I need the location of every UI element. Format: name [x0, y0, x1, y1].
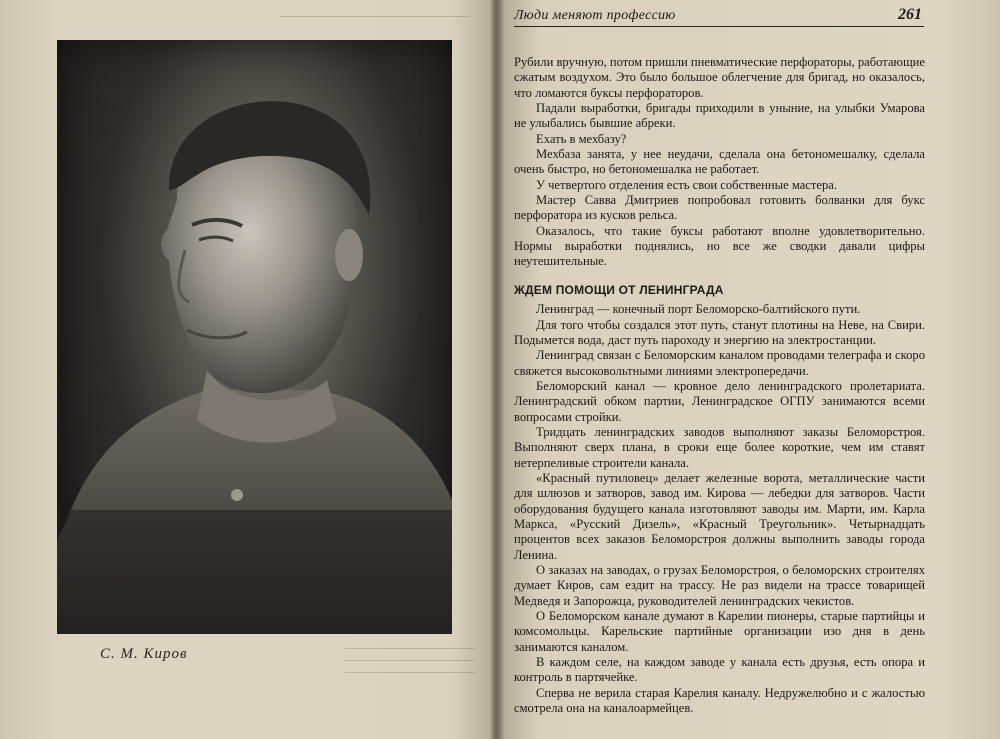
paragraph: О Беломорском канале думают в Карелии пионеры, старые партийцы и комсомольцы. Карельские партийные организации изо дня в день занимаются каналом. — [514, 609, 925, 654]
paragraph: Рубили вручную, потом пришли пневматические перфораторы, работающие сжатым воздухом. Это было большое облегчение для бригад, но оказалось, что ломаются буксы перфораторов. — [514, 55, 925, 100]
reverse-page-bleed-top — [280, 6, 470, 17]
paragraph: Мастер Савва Дмитриев попробовал готовить болванки для букс перфоратора из кусков рельса. — [514, 193, 925, 223]
paragraph: Мехбаза занята, у нее неудачи, сделала она бетономешалку, сделала очень быстро, но бетономешалка не работает. — [514, 147, 925, 177]
paragraph: Сперва не верила старая Карелия каналу. Недружелюбно и с жалостью смотрела она на каналоармейцев. — [514, 685, 925, 716]
paragraph: Ленинград связан с Беломорским каналом проводами телеграфа и скоро свяжется высоковольтными линиями электропередачи. — [514, 348, 925, 378]
paragraph: «Красный путиловец» делает железные ворота, металлические части для шлюзов и затворов, завод им. Кирова — лебедки для затворов. Части оборудования будущего канала изготовляют заводы им. Марти, им. Карла Маркса, «Русский Дизель», «Красный Треугольник». Четырнадцать процентов всех заказов Беломорстроя должны выполнить заводы города Ленина. — [514, 470, 925, 562]
paragraph: У четвертого отделения есть свои собственные мастера. — [536, 177, 838, 192]
paragraph: Ехать в мехбазу? — [536, 131, 627, 146]
paragraph: Тридцать ленинградских заводов выполняют заказы Беломорстроя. Выполняют сверх плана, в сроки еще более короткие, чем им ставят нетерпеливые строители канала. — [514, 424, 925, 470]
section-heading: ЖДЕМ ПОМОЩИ ОТ ЛЕНИНГРАДА — [514, 282, 724, 297]
paragraph: Ленинград — конечный порт Беломорско-балтийского пути. — [536, 302, 861, 317]
body-text — [514, 55, 925, 716]
portrait-illustration — [57, 40, 452, 634]
paragraph: Беломорский канал — кровное дело ленинградского пролетариата. Ленинградский обком партии, Ленинградское ОГПУ занимаются всеми вопросами стройки. — [514, 378, 925, 424]
paragraph: Для того чтобы создался этот путь, станут плотины на Неве, на Свири. Подымется вода, даст путь пароходу и энергию на электростанции. — [514, 317, 925, 347]
paragraph: Оказалось, что такие буксы работают вполне удовлетворительно. Нормы выработки поднялись, но все же сводки давали цифры неутешительные. — [514, 223, 925, 269]
portrait-photo — [57, 40, 452, 634]
paragraph: Падали выработки, бригады приходили в уныние, на улыбки Умарова не улыбались бывшие абреки. — [514, 101, 925, 131]
page-number: 261 — [898, 6, 922, 23]
running-head: Люди меняют профессию — [514, 8, 924, 27]
paragraph: В каждом селе, на каждом заводе у канала есть друзья, есть опора и контроль в партячейке. — [514, 655, 925, 685]
reverse-page-bleed — [345, 640, 475, 673]
book-gutter — [489, 0, 505, 739]
paragraph: О заказах на заводах, о грузах Беломорстроя, о беломорских строителях думает Киров, сам ездит на трассу. Не раз видели на трассе товарищей Медведя и Запорожца, руководителей ленинградских чекистов. — [514, 563, 925, 608]
photo-caption: С. М. Киров — [100, 646, 188, 662]
